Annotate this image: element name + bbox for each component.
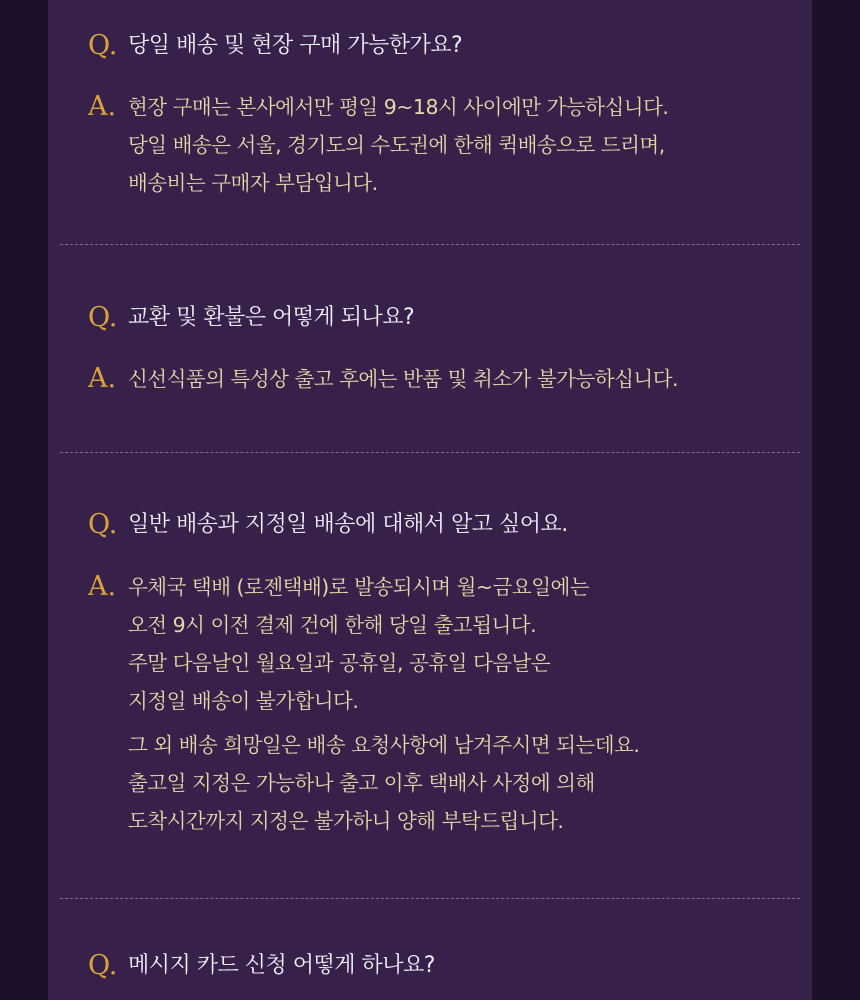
- question-marker: Q.: [88, 30, 118, 61]
- answer-text: [128, 360, 678, 398]
- answer-row: [88, 88, 668, 202]
- divider: [60, 898, 800, 899]
- answer-line: 오전 9시 이전 결제 건에 한해 당일 출고됩니다.: [128, 613, 537, 637]
- answer-line: 현장 구매는 본사에서만 평일 9~18시 사이에만 가능하십니다.: [128, 95, 669, 119]
- question-marker: Q.: [88, 950, 118, 981]
- answer-text: [128, 568, 639, 840]
- answer-marker: A.: [88, 91, 117, 122]
- answer-line: 신선식품의 특성상 출고 후에는 반품 및 취소가 불가능하십니다.: [128, 367, 679, 391]
- question-text: 당일 배송 및 현장 구매 가능한가요?: [128, 33, 463, 58]
- faq-panel: [48, 0, 812, 1000]
- question-text: 교환 및 환불은 어떻게 되나요?: [128, 305, 415, 330]
- answer-marker: A.: [88, 571, 117, 602]
- question-text: 메시지 카드 신청 어떻게 하나요?: [128, 953, 435, 978]
- question-row: [88, 947, 435, 985]
- answer-line: 우체국 택배 (로젠택배)로 발송되시며 월~금요일에는: [128, 575, 590, 599]
- answer-line: 당일 배송은 서울, 경기도의 수도권에 한해 퀵배송으로 드리며,: [128, 133, 665, 157]
- left-margin: [0, 0, 48, 1000]
- answer-text: [128, 88, 668, 202]
- question-row: [88, 27, 462, 65]
- answer-line: 도착시간까지 지정은 불가하니 양해 부탁드립니다.: [128, 809, 564, 833]
- question-marker: Q.: [88, 302, 118, 333]
- answer-line: 출고일 지정은 가능하나 출고 이후 택배사 사정에 의해: [128, 771, 595, 795]
- divider: [60, 452, 800, 453]
- answer-line: 주말 다음날인 월요일과 공휴일, 공휴일 다음날은: [128, 651, 551, 675]
- answer-row: [88, 568, 639, 840]
- answer-marker: A.: [88, 363, 117, 394]
- right-margin: [812, 0, 860, 1000]
- answer-line: 그 외 배송 희망일은 배송 요청사항에 남겨주시면 되는데요.: [128, 733, 640, 757]
- question-marker: Q.: [88, 509, 118, 540]
- answer-line: 지정일 배송이 불가합니다.: [128, 689, 359, 713]
- question-text: 일반 배송과 지정일 배송에 대해서 알고 싶어요.: [128, 512, 568, 537]
- answer-line: 배송비는 구매자 부담입니다.: [128, 171, 378, 195]
- question-row: [88, 299, 414, 337]
- divider: [60, 244, 800, 245]
- answer-row: [88, 360, 678, 398]
- question-row: [88, 506, 568, 544]
